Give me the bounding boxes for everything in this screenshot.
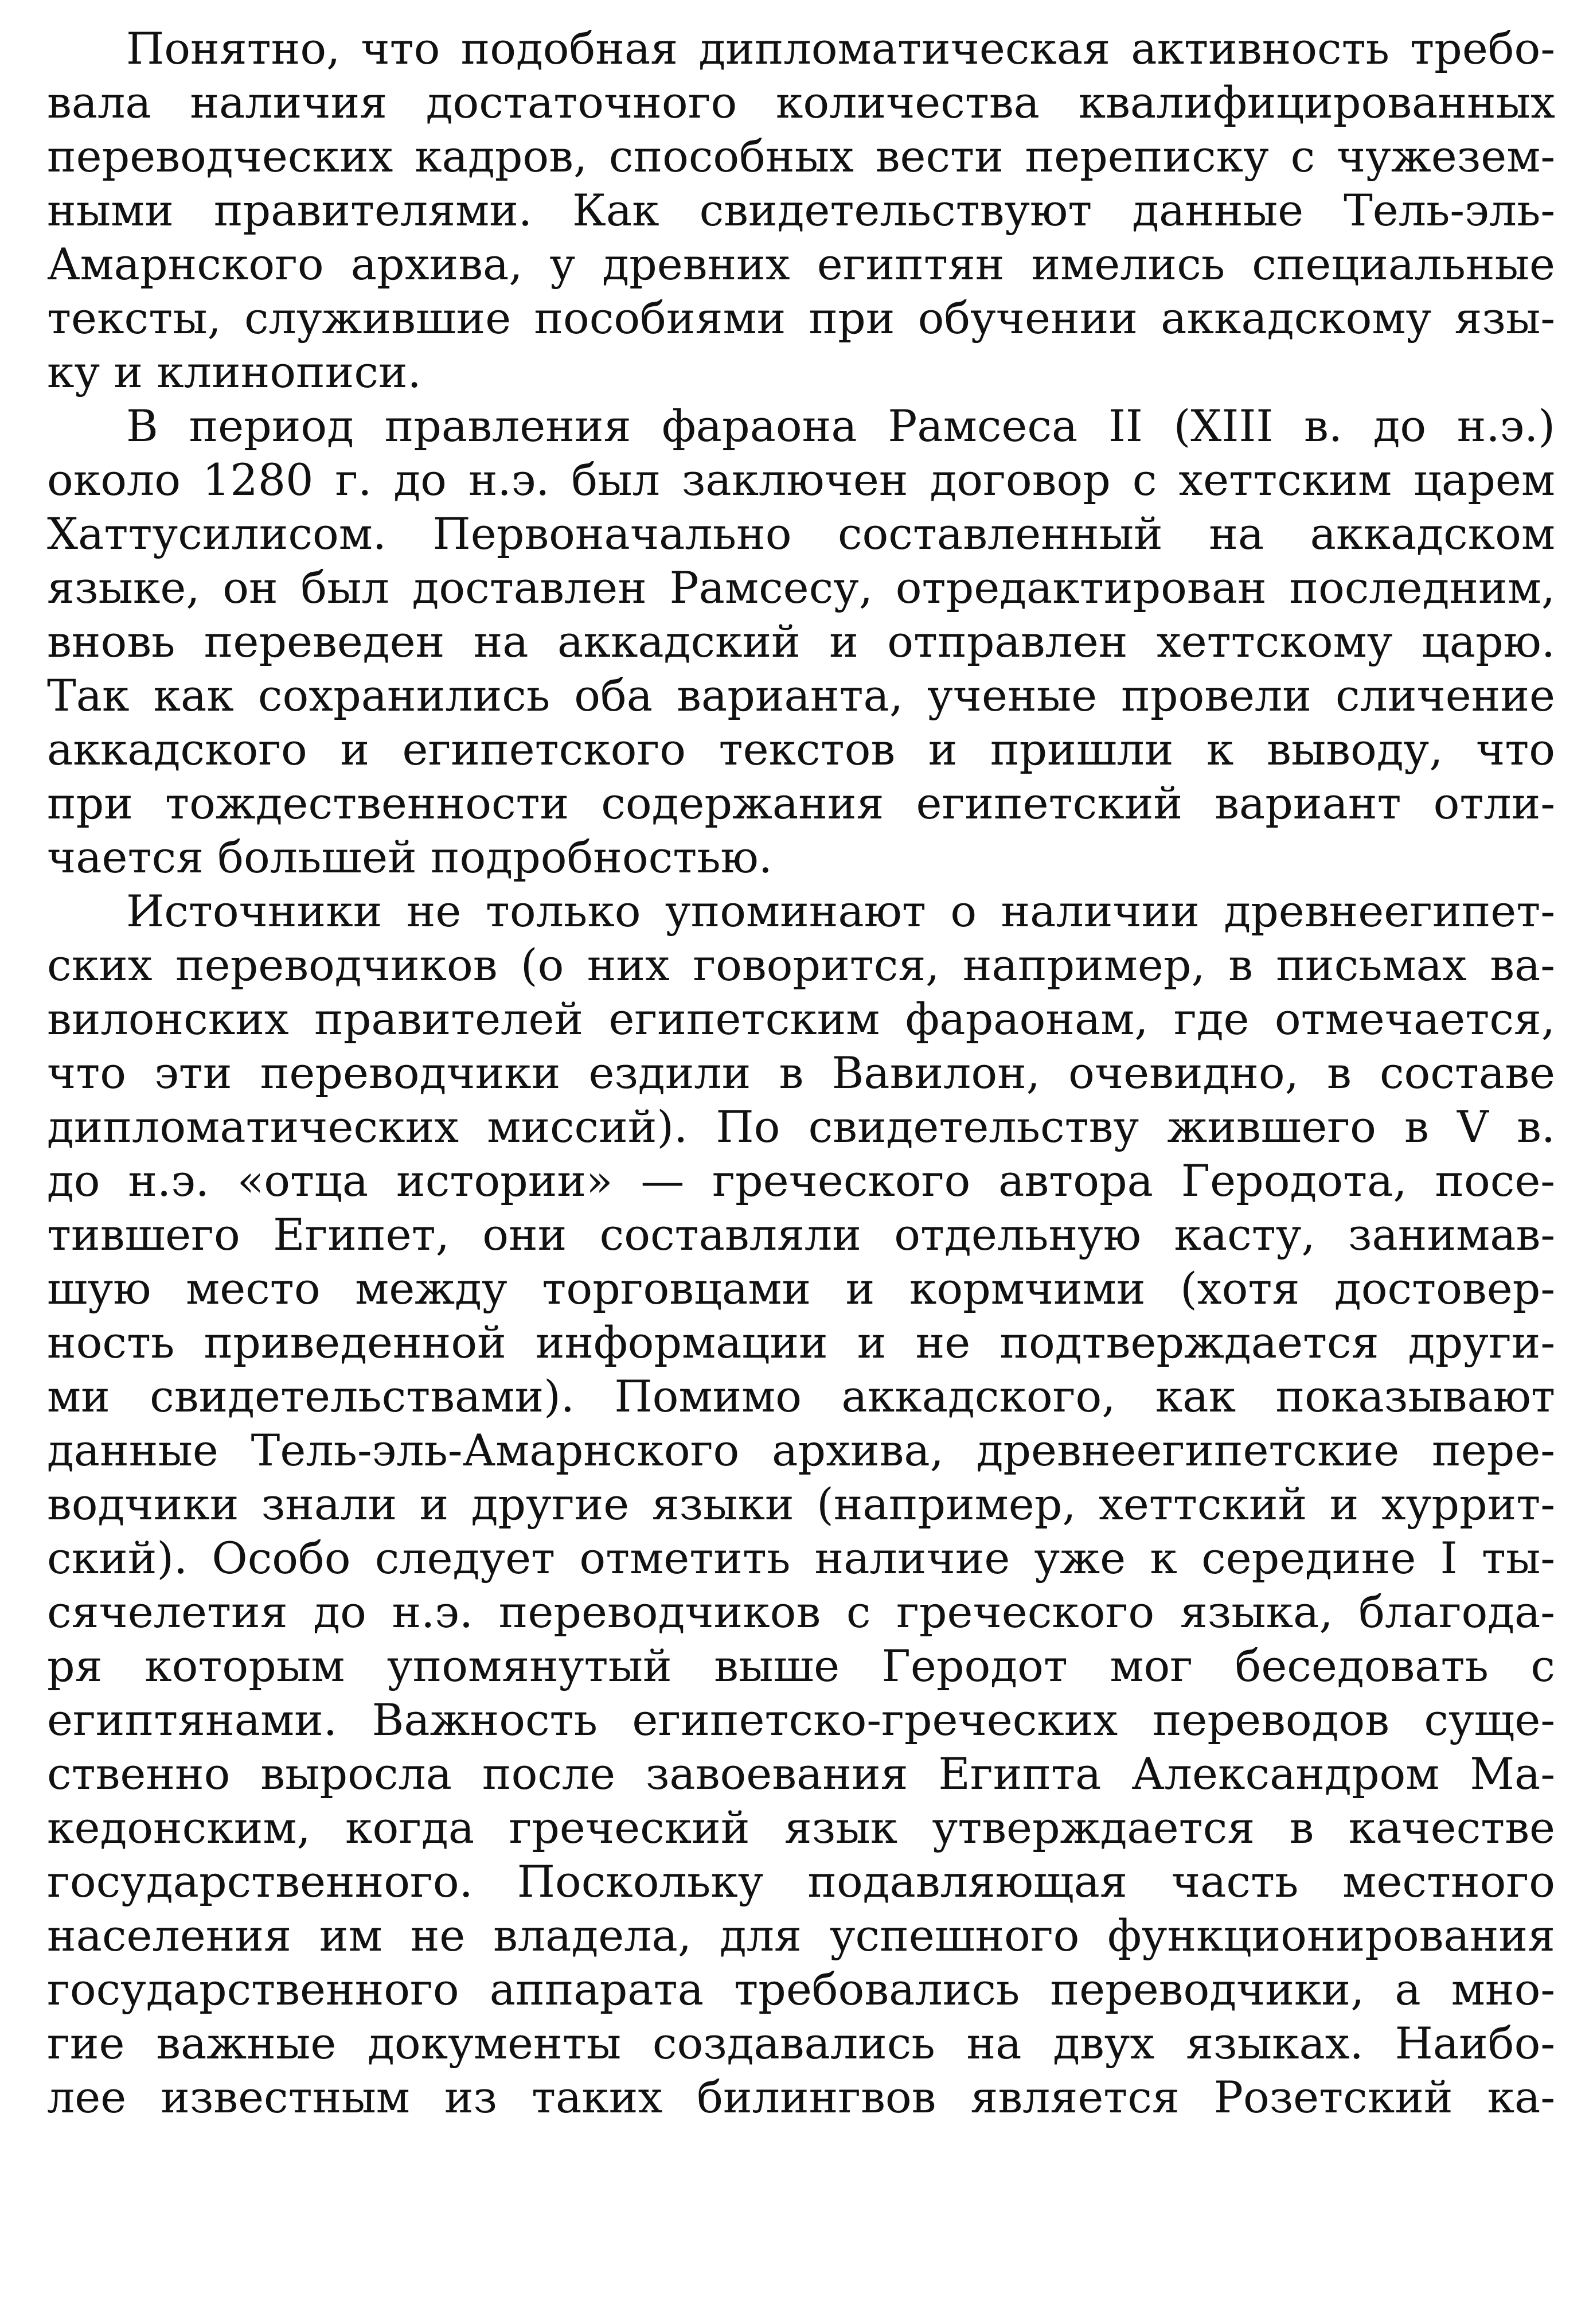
text-line: что эти переводчики ездили в Вавилон, очевидно, в составе xyxy=(47,1047,1555,1098)
body-text xyxy=(47,22,1555,2124)
text-line: ку и клинописи. xyxy=(47,346,421,397)
text-line: до н.э. «отца истории» — греческого автора Геродота, посе- xyxy=(47,1155,1555,1206)
text-line: Хаттусилисом. Первоначально составленный на аккадском xyxy=(47,508,1555,559)
text-line: чается большей подробностью. xyxy=(47,832,772,883)
text-line: государственного. Поскольку подавляющая часть местного xyxy=(47,1856,1555,1907)
text-line: вилонских правителей египетским фараонам, где отмечается, xyxy=(47,993,1555,1044)
text-line: тексты, служившие пособиями при обучении аккадскому язы- xyxy=(47,293,1555,344)
text-line: аккадского и египетского текстов и пришли к выводу, что xyxy=(47,724,1555,775)
text-line: языке, он был доставлен Рамсесу, отредактирован последним, xyxy=(47,562,1555,613)
text-line: кедонским, когда греческий язык утверждается в качестве xyxy=(47,1802,1555,1853)
text-line: Понятно, что подобная дипломатическая активность требо- xyxy=(126,23,1555,74)
text-line: ность приведенной информации и не подтверждается други- xyxy=(47,1317,1555,1368)
text-line: водчики знали и другие языки (например, хеттский и хуррит- xyxy=(47,1479,1555,1530)
text-line: тившего Египет, они составляли отдельную касту, занимав- xyxy=(47,1209,1555,1260)
text-line: около 1280 г. до н.э. был заключен договор с хеттским царем xyxy=(47,454,1555,505)
text-line: ственно выросла после завоевания Египта Александром Ма- xyxy=(47,1748,1555,1799)
text-line: В период правления фараона Рамсеса II (XIII в. до н.э.) xyxy=(126,400,1555,451)
text-line: государственного аппарата требовались переводчики, а мно- xyxy=(47,1964,1555,2015)
text-line: шую место между торговцами и кормчими (хотя достовер- xyxy=(47,1263,1555,1314)
text-line: ря которым упомянутый выше Геродот мог беседовать с xyxy=(47,1640,1555,1691)
text-line: ными правителями. Как свидетельствуют данные Тель-эль- xyxy=(47,185,1555,236)
text-line: переводческих кадров, способных вести переписку с чужезем- xyxy=(47,131,1555,182)
text-line: Так как сохранились оба варианта, ученые провели сличение xyxy=(47,670,1555,721)
text-line: ми свидетельствами). Помимо аккадского, как показывают xyxy=(47,1371,1555,1422)
text-line: ский). Особо следует отметить наличие уже к середине I ты- xyxy=(47,1533,1555,1584)
text-line: вала наличия достаточного количества квалифицированных xyxy=(47,77,1555,128)
text-line: гие важные документы создавались на двух языках. Наибо- xyxy=(47,2018,1555,2069)
text-line: египтянами. Важность египетско-греческих переводов суще- xyxy=(47,1694,1555,1745)
text-line: при тождественности содержания египетский вариант отли- xyxy=(47,778,1555,829)
text-line: дипломатических миссий). По свидетельству жившего в V в. xyxy=(47,1101,1555,1152)
text-line: лее известным из таких билингвов является Розетский ка- xyxy=(47,2072,1555,2123)
text-line: сячелетия до н.э. переводчиков с греческого языка, благода- xyxy=(47,1586,1555,1637)
text-line: данные Тель-эль-Амарнского архива, древнеегипетские пере- xyxy=(47,1425,1555,1476)
text-line: Источники не только упоминают о наличии древнеегипет- xyxy=(126,886,1555,937)
text-line: Амарнского архива, у древних египтян имелись специальные xyxy=(47,239,1555,290)
text-line: вновь переведен на аккадский и отправлен хеттскому царю. xyxy=(47,616,1555,667)
text-line: ских переводчиков (о них говорится, например, в письмах ва- xyxy=(47,939,1555,991)
text-line: населения им не владела, для успешного функционирования xyxy=(47,1910,1555,1961)
